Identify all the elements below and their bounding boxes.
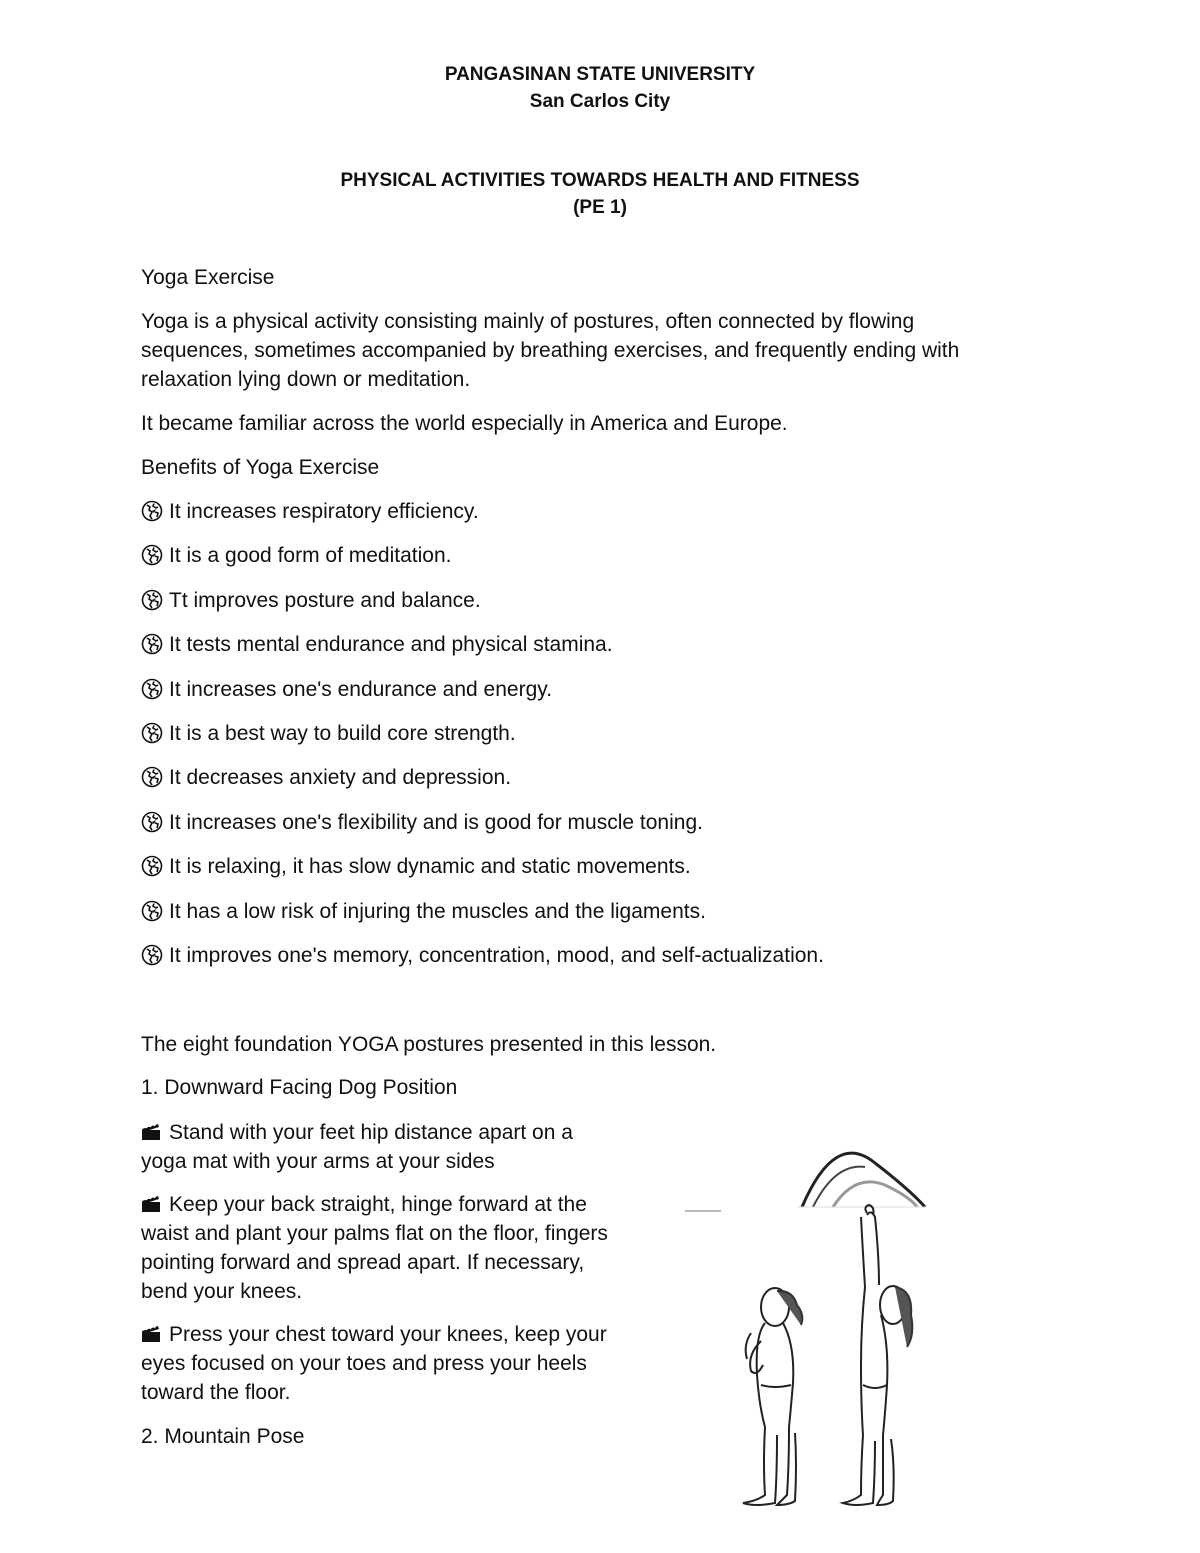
familiar-paragraph: It became familiar across the world especially in America and Europe. [141,412,788,435]
step-line: Press your chest toward your knees, keep your [169,1323,607,1346]
mountain-pose-illustration [685,1145,955,1520]
postures-intro: The eight foundation YOGA postures presented in this lesson. [141,1033,717,1056]
benefit-text: It is a best way to build core strength. [169,722,516,745]
globe-icon [141,811,163,833]
benefit-item [141,763,511,792]
benefit-text: It has a low risk of injuring the muscles and the ligaments. [169,900,706,923]
clapperboard-icon [141,1123,161,1141]
benefits-title: Benefits of Yoga Exercise [141,456,380,479]
step-line: toward the floor. [141,1381,291,1404]
benefit-item [141,852,691,881]
benefit-text: It increases one's flexibility and is good for muscle toning. [169,811,703,834]
posture-2-title: 2. Mountain Pose [141,1425,305,1448]
step-line: yoga mat with your arms at your sides [141,1150,495,1173]
benefit-item [141,719,516,748]
benefit-text: It is a good form of meditation. [169,544,452,567]
benefit-item [141,808,703,837]
university-name: PANGASINAN STATE UNIVERSITY [444,64,756,85]
step-item [141,1320,681,1407]
step-item [141,1190,681,1306]
globe-icon [141,722,163,744]
clapperboard-icon [141,1195,161,1213]
intro-line-3: relaxation lying down or meditation. [141,368,471,391]
section-title: Yoga Exercise [141,266,275,289]
globe-icon [141,544,163,566]
benefit-text: It is relaxing, it has slow dynamic and static movements. [169,855,691,878]
benefit-item [141,541,451,570]
globe-icon [141,855,163,877]
globe-icon [141,944,163,966]
step-line: eyes focused on your toes and press your heels [141,1352,587,1375]
step-line: Stand with your feet hip distance apart on a [169,1121,573,1144]
clapperboard-icon [141,1325,161,1343]
benefit-item [141,941,824,970]
step-item [141,1118,681,1176]
intro-line-2: sequences, sometimes accompanied by breathing exercises, and frequently ending with [141,339,960,362]
benefit-text: It tests mental endurance and physical stamina. [169,633,613,656]
course-title: PHYSICAL ACTIVITIES TOWARDS HEALTH AND FITNESS [340,170,860,191]
benefit-item [141,675,552,704]
step-line: bend your knees. [141,1280,303,1303]
benefit-item [141,630,613,659]
globe-icon [141,766,163,788]
step-line: pointing forward and spread apart. If necessary, [141,1251,585,1274]
benefit-item [141,497,479,526]
intro-line-1: Yoga is a physical activity consisting mainly of postures, often connected by flowing [141,310,915,333]
posture-1-steps [141,1118,681,1421]
benefit-text: It increases one's endurance and energy. [169,678,553,701]
benefit-item [141,897,706,926]
globe-icon [141,500,163,522]
course-code: (PE 1) [573,197,627,218]
globe-icon [141,900,163,922]
globe-icon [141,633,163,655]
benefit-text: It decreases anxiety and depression. [169,766,512,789]
benefit-item [141,586,481,615]
campus-name: San Carlos City [529,91,671,112]
posture-1-title: 1. Downward Facing Dog Position [141,1076,458,1099]
benefit-text: It increases respiratory efficiency. [169,500,479,523]
step-line: waist and plant your palms flat on the floor, fingers [141,1222,608,1245]
benefit-text: It improves one's memory, concentration, mood, and self-actualization. [169,944,824,967]
benefit-text: Tt improves posture and balance. [169,589,481,612]
globe-icon [141,589,163,611]
step-line: Keep your back straight, hinge forward at the [169,1193,587,1216]
globe-icon [141,678,163,700]
